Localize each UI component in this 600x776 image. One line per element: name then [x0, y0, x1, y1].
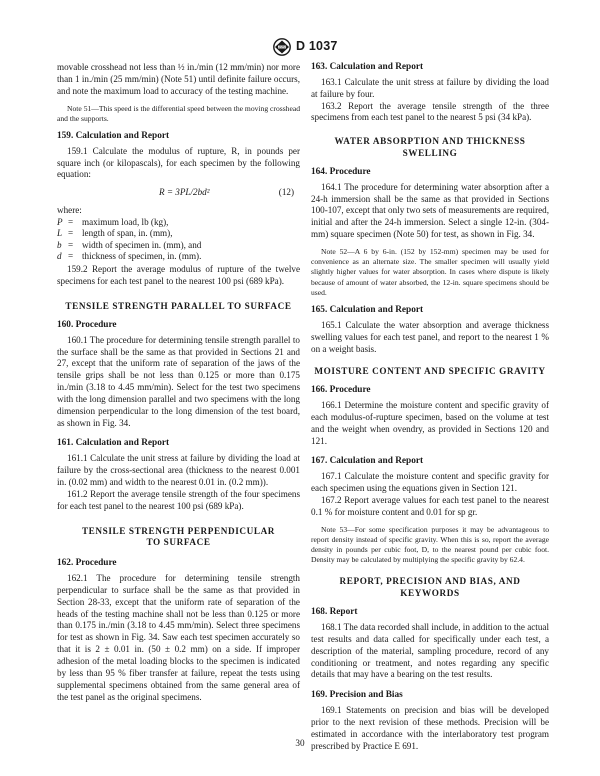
paragraph-159-1: 159.1 Calculate the modulus of rupture, R, in pounds per square inch (or kilopascals), for each specimen by the following equation: — [57, 145, 300, 180]
equals-sign: = — [68, 239, 74, 250]
section-heading-moisture: MOISTURE CONTENT AND SPECIFIC GRAVITY — [314, 366, 546, 377]
paragraph-161-1: 161.1 Calculate the unit stress at failure by dividing the load at failure by the cross-sectional area (thickness to the nearest 0.001 in. (0.02 mm) and width to the nearest 0.01 in. (0.2 mm)). — [57, 453, 300, 487]
variable-row — [57, 217, 300, 228]
astm-logo-icon — [272, 38, 292, 56]
variable-definition: length of span, in. (mm), — [82, 228, 173, 239]
heading-166: 166. Procedure — [311, 385, 371, 396]
paragraph-165-1: 165.1 Calculate the water absorption and average thickness swelling values for each test panel, and report to the nearest 1 % on a weight basis. — [311, 319, 549, 354]
note-52: Note 52—A 6 by 6-in. (152 by 152-mm) specimen may be used for convenience as an alternate size. The smaller specimen will usually yield slightly higher values for water absorption. In cases where dispute is likely because of amount of water absorbed, the 12-in. square specimens should be used. — [311, 246, 549, 297]
equation-12 — [57, 187, 300, 199]
paragraph-167-2: 167.2 Report average values for each test panel to the nearest 0.1 % for moisture content and 0.01 for sp gr. — [311, 494, 549, 517]
paragraph-163-1: 163.1 Calculate the unit stress at failure by dividing the load at failure by four. — [311, 76, 549, 99]
note-53: Note 53—For some specification purposes it may be advantageous to report density instead of specific gravity. When this is so, report the average density in pounds per cubic foot, D, to the nearest pound per cubic foot. Density may be calculated by multiplying the specific gravity by 62.4. — [311, 524, 549, 565]
equals-sign: = — [68, 217, 74, 228]
variable-definition: thickness of specimen, in. (mm). — [82, 251, 202, 262]
paragraph-169-1: 169.1 Statements on precision and bias will be developed prior to the next revision of these methods. Precision will be estimated in accordance with the interlaboratory test program prescribed by Practice E 691. — [311, 705, 549, 751]
paragraph-160-1: 160.1 The procedure for determining tensile strength parallel to the surface shall be the same as that provided in Sections 21 and 27, except that the uniform rate of separation of the jaws of the tensile grips shall be not less than 0.125 or more than 0.175 in./min (3.18 to 4.45 mm/min). Select for the test two specimens with the long dimension parallel and two specimens with the long dimension perpendicular to the long dimension of the test board, as shown in Fig. 34. — [57, 334, 300, 428]
paragraph-168-1: 168.1 The data recorded shall include, in addition to the actual test results and data called for specifically under each test, a description of the material, sampling procedure, record of any conditioning or treatment, and notes regarding any specific details that may have a bearing on the test results. — [311, 621, 549, 680]
variable-row — [57, 228, 300, 239]
section-heading-line-1: TENSILE STRENGTH PERPENDICULAR — [81, 525, 276, 536]
variable-symbol: P — [57, 217, 63, 228]
variable-list — [57, 217, 300, 262]
variable-symbol: b — [57, 239, 62, 250]
paragraph-167-1: 167.1 Calculate the moisture content and specific gravity for each specimen using the equations given in Section 121. — [311, 471, 549, 494]
where-label: where: — [57, 205, 82, 216]
paragraph-162-1: 162.1 The procedure for determining tensile strength perpendicular to surface shall be the same as that provided in Section 28-33, except that the uniform rate of separation of the heads of the testing machine shall not be less than 0.125 or more than 0.175 in./min (3.18 to 4.45 mm/min). Select three specimens for test as shown in Fig. 34. Saw each test specimen accurately so that it is 2 ± 0.01 in. (50 ± 0.2 mm) on a side. If improper adhesion of the metal loading blocks to the specimen is indicated by less than 95 % fiber transfer at failure, repeat the tests using supplemental specimens obtained from the same general area of the test panel as the original specimens. — [57, 573, 300, 702]
page-number: 30 — [295, 738, 305, 748]
variable-row — [57, 240, 300, 251]
section-heading-line-2: TO SURFACE — [146, 537, 211, 548]
heading-160: 160. Procedure — [57, 319, 117, 330]
heading-169: 169. Precision and Bias — [311, 690, 403, 701]
paragraph-158-continued: movable crosshead not less than ½ in./min (12 mm/min) nor more than 1 in./min (25 mm/min) (Note 51) until definite failure occurs, and note the maximum load to accuracy of the testing machine. — [57, 62, 300, 96]
heading-165: 165. Calculation and Report — [311, 304, 424, 315]
heading-168: 168. Report — [311, 607, 358, 618]
paragraph-163-2: 163.2 Report the average tensile strength of the three specimens from each test panel to the nearest 5 psi (34 kPa). — [311, 100, 549, 123]
variable-symbol: d — [57, 251, 62, 262]
left-column — [57, 62, 300, 703]
heading-164: 164. Procedure — [311, 166, 371, 177]
heading-162: 162. Procedure — [57, 558, 117, 569]
heading-159: 159. Calculation and Report — [57, 130, 170, 141]
heading-167: 167. Calculation and Report — [311, 456, 424, 467]
svg-text:ASTM: ASTM — [278, 46, 286, 50]
paragraph-164-1: 164.1 The procedure for determining water absorption after a 24-h immersion shall be the same as that provided in Sections 100-107, except that only two sets of measurements are required, initial and after the 24-h immersion. Select a single 12-in. (304-mm) square specimen (Note 50) for test, as shown in Fig. 34. — [311, 181, 549, 240]
section-heading-line-1: WATER ABSORPTION AND THICKNESS — [334, 136, 526, 147]
paragraph-161-2: 161.2 Report the average tensile strength of the four specimens for each test panel to the nearest 100 psi (689 kPa). — [57, 488, 300, 511]
variable-symbol: L — [57, 228, 63, 239]
equation-number: (12) — [278, 187, 294, 198]
note-51: Note 51—This speed is the differential speed between the moving crosshead and the supports. — [57, 103, 300, 123]
equation-text: R = 3PL/2bd² — [159, 187, 210, 198]
variable-definition: maximum load, lb (kg), — [82, 217, 169, 228]
page-header — [0, 38, 600, 58]
equals-sign: = — [68, 251, 74, 262]
section-heading-water-absorption — [311, 136, 549, 160]
heading-163: 163. Calculation and Report — [311, 62, 424, 72]
section-heading-report: REPORT, PRECISION AND BIAS, AND KEYWORDS — [339, 576, 521, 599]
equals-sign: = — [68, 228, 74, 239]
variable-definition: width of specimen in. (mm), and — [82, 239, 202, 250]
heading-161: 161. Calculation and Report — [57, 438, 170, 449]
paragraph-166-1: 166.1 Determine the moisture content and specific gravity of each modulus-of-rupture specimen, based on the volume at test and the weight when ovendry, as provided in Sections 120 and 121. — [311, 400, 549, 446]
document-designation: D 1037 — [296, 39, 338, 53]
paragraph-159-2: 159.2 Report the average modulus of rupture of the twelve specimens for each test panel to the nearest 100 psi (689 kPa). — [57, 264, 300, 287]
variable-row — [57, 251, 300, 262]
section-heading-tensile-perpendicular — [57, 526, 300, 550]
section-heading-line-2: SWELLING — [402, 148, 458, 159]
right-column — [311, 62, 549, 752]
section-heading-tensile-parallel: TENSILE STRENGTH PARALLEL TO SURFACE — [65, 301, 292, 312]
